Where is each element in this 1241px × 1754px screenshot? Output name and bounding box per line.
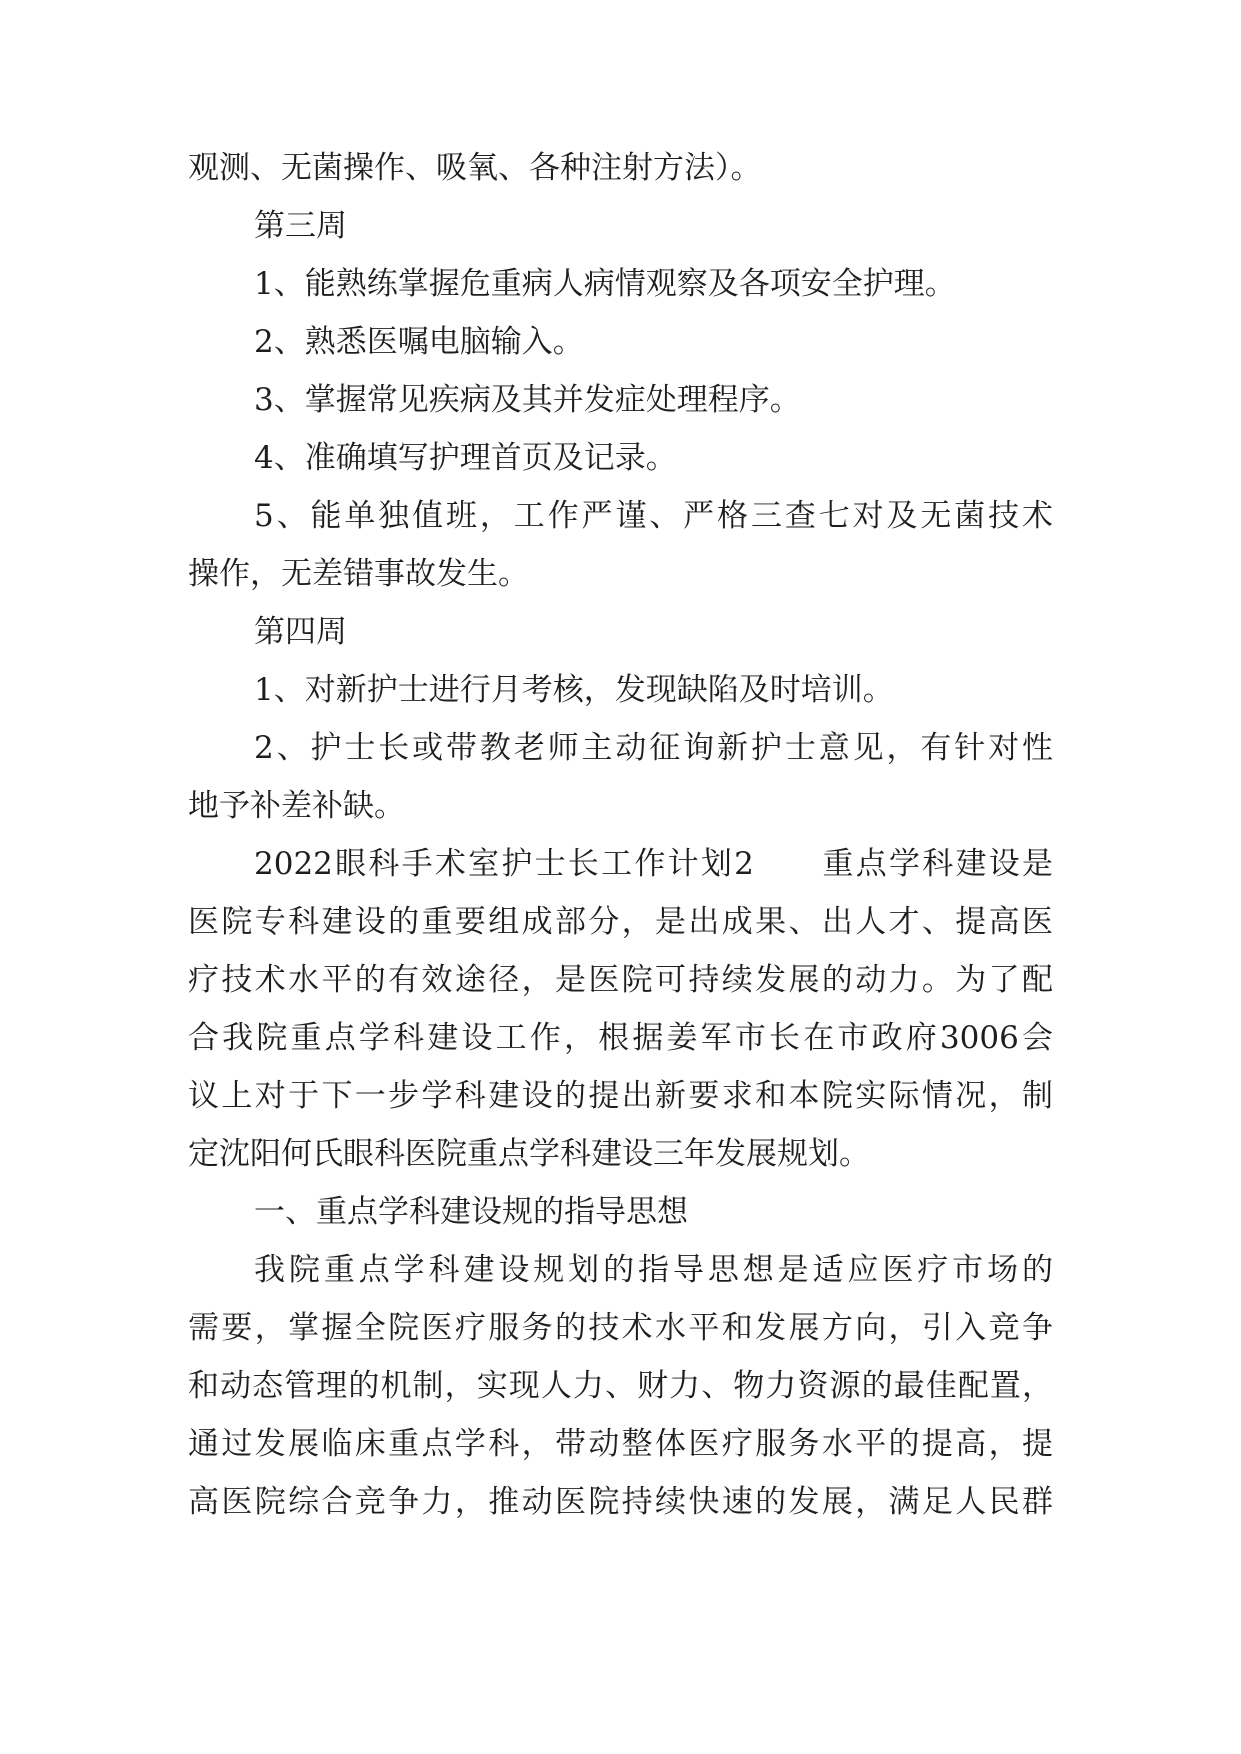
text-line: 4、准确填写护理首页及记录。	[254, 440, 677, 476]
text-line: 医院专科建设的重要组成部分，是出成果、出人才、提高医	[188, 904, 1053, 940]
section-heading-week-3: 第三周	[254, 208, 347, 244]
text-line: 需要，掌握全院医疗服务的技术水平和发展方向，引入竞争	[188, 1310, 1053, 1346]
text-line: 合我院重点学科建设工作，根据姜军市长在市政府3006会	[188, 1020, 1053, 1056]
section-heading-guiding-ideology: 一、重点学科建设规的指导思想	[254, 1194, 688, 1230]
text-line: 2022眼科手术室护士长工作计划2 重点学科建设是	[254, 846, 1053, 882]
text-line: 5、能单独值班，工作严谨、严格三查七对及无菌技术	[254, 498, 1053, 534]
text-line: 通过发展临床重点学科，带动整体医疗服务水平的提高，提	[188, 1426, 1053, 1462]
text-line: 疗技术水平的有效途径，是医院可持续发展的动力。为了配	[188, 962, 1053, 998]
text-line: 我院重点学科建设规划的指导思想是适应医疗市场的	[254, 1252, 1053, 1288]
text-line: 定沈阳何氏眼科医院重点学科建设三年发展规划。	[188, 1136, 870, 1172]
text-line: 1、对新护士进行月考核，发现缺陷及时培训。	[254, 672, 894, 708]
text-line: 高医院综合竞争力，推动医院持续快速的发展，满足人民群	[188, 1484, 1053, 1520]
text-line: 操作，无差错事故发生。	[188, 556, 529, 592]
section-heading-week-4: 第四周	[254, 614, 347, 650]
text-line: 1、能熟练掌握危重病人病情观察及各项安全护理。	[254, 266, 956, 302]
text-line: 和动态管理的机制，实现人力、财力、物力资源的最佳配置，	[188, 1368, 1053, 1404]
text-line: 地予补差补缺。	[188, 788, 405, 824]
text-line: 3、掌握常见疾病及其并发症处理程序。	[254, 382, 801, 418]
text-line: 观测、无菌操作、吸氧、各种注射方法）。	[188, 150, 762, 186]
text-line: 议上对于下一步学科建设的提出新要求和本院实际情况，制	[188, 1078, 1053, 1114]
text-line: 2、护士长或带教老师主动征询新护士意见，有针对性	[254, 730, 1053, 766]
text-line: 2、熟悉医嘱电脑输入。	[254, 324, 584, 360]
